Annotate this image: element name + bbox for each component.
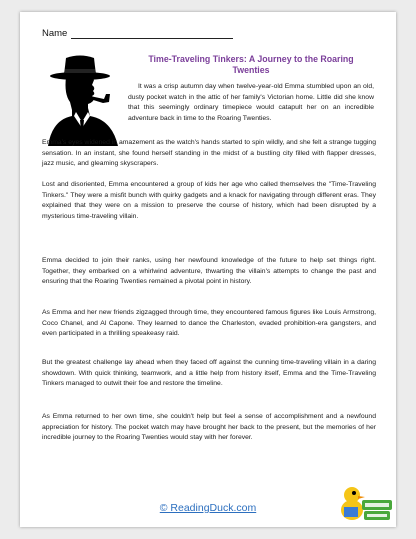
readingduck-footer-link[interactable]: © ReadingDuck.com: [159, 502, 257, 514]
paragraph-5: As Emma and her new friends zigzagged through time, they encountered famous figures like Louis Armstrong, Coco Chanel, and Al Capone. They learned to dance the Charleston, evaded prohibition-era gangsters, and even participated in a thrilling speakeasy raid.: [42, 309, 376, 337]
name-field-row: [42, 28, 233, 39]
worksheet-page: [20, 12, 396, 527]
story-title: [128, 54, 374, 75]
name-label: Name: [42, 28, 68, 39]
paragraph-2: Emma's eyes widened in amazement as the watch's hands started to spin wildly, and she felt a strange tugging sensation. In an instant, she found herself standing in the midst of a bustling city filled with flapper dresses, jazz music, and gleaming skyscrapers.: [42, 139, 376, 167]
story-title-line-2: Twenties: [232, 64, 270, 75]
paragraph-1: It was a crisp autumn day when twelve-year-old Emma stumbled upon an old, dusty pocket watch in the attic of her family's Victorian home. Little did she know that this seemingly ordinary timepiece would catapult her on an incredible adventure back in time to the Roaring Twenties.: [128, 83, 374, 122]
reading-duck-logo-icon: [338, 480, 392, 526]
paragraph-4: Emma decided to join their ranks, using her newfound knowledge of the future to help set things right. Together, they embarked on a whirlwind adventure, thwarting the villain's attempts to change the past and ensuring that the Roaring Twenties remained a pivotal point in history.: [42, 257, 376, 285]
gentleman-silhouette-icon: [46, 50, 126, 146]
name-line[interactable]: [71, 29, 233, 39]
paragraph-7: As Emma returned to her own time, she couldn't help but feel a sense of accomplishment and a newfound appreciation for history. The pocket watch may have brought her back to the present, but the memories of her incredible journey to the Roaring Twenties would stay with her forever.: [42, 413, 376, 441]
story-title-line-1: Time-Traveling Tinkers: A Journey to the Roaring: [148, 54, 354, 64]
paragraph-3: Lost and disoriented, Emma encountered a group of kids her age who called themselves the "Time-Traveling Tinkers." They were a misfit bunch with quirky gadgets and a knack for navigating through different eras. They explained that they were on a mission to preserve the course of history, which had been disrupted by a mysterious time-traveling villain.: [42, 181, 376, 220]
paragraph-6: But the greatest challenge lay ahead when they faced off against the cunning time-traveling villain in a daring showdown. With quick thinking, teamwork, and a little help from history itself, Emma and the Time-Traveling Tinkers managed to outwit their foe and restore the timeline.: [42, 359, 376, 387]
